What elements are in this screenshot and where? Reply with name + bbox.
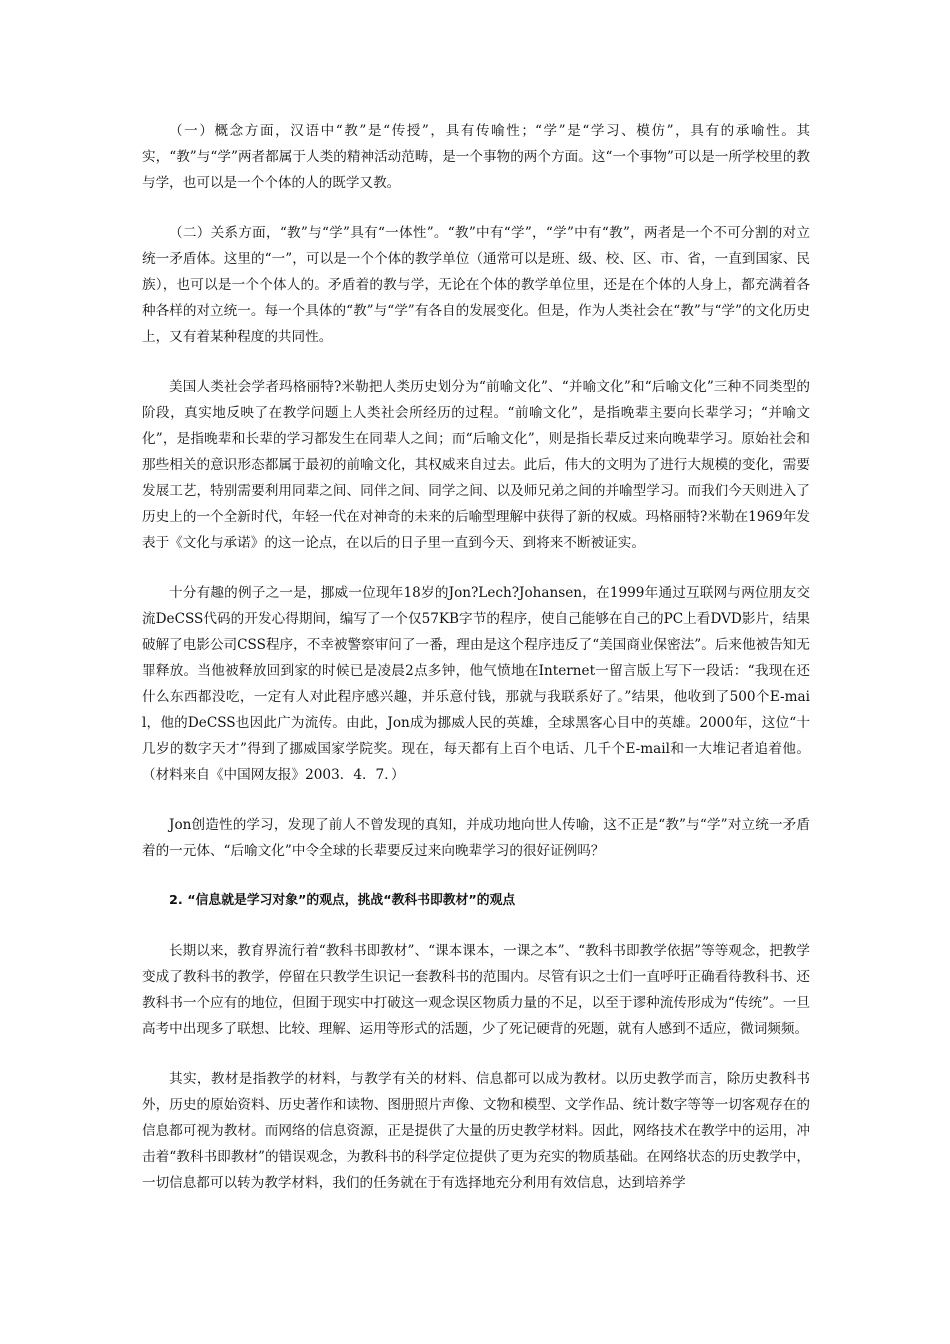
section-heading: 2. “信息就是学习对象”的观点，挑战“教科书即教材”的观点 (169, 893, 516, 908)
paragraph-mead-cultures: 美国人类社会学者玛格丽特?米勒把人类历史划分为“前喻文化”、“并喻文化”和“后喻文化”三种不同类型的阶段，真实地反映了在教学问题上人类社会所经历的过程。“前喻文化”，是指晚辈主要向长辈学习；“并喻文化”，是指晚辈和长辈的学习都发生在同辈人之间；而“后喻文化”，则是指长辈反过来向晚辈学习。原始社会和那些相关的意识形态都属于最初的前喻文化，其权威来自过去。此后，伟大的文明为了进行大规模的变化，需要发展工艺，特别需要利用同辈之间、同伴之间、同学之间、以及师兄弟之间的并喻型学习。而我们今天则进入了历史上的一个全新时代，年轻一代在对神奇的未来的后喻型理解中获得了新的权威。玛格丽特?米勒在1969年发表于《文化与承诺》的这一论点，在以后的日子里一直到今天、到将来不断被证实。 (142, 379, 810, 551)
paragraph-teaching-materials: 其实，教材是指教学的材料，与教学有关的材料、信息都可以成为教材。以历史教学而言，除历史教科书外，历史的原始资料、历史著作和读物、图册照片声像、文物和模型、文学作品、统计数字等等一切客观存在的信息都可视为教材。而网络的信息资源，正是提供了大量的历史教学材料。因此，网络技术在教学中的运用，冲击着“教科书即教材”的错误观念，为教科书的科学定位提供了更为充实的物质基础。在网络状态的历史教学中，一切信息都可以转为教学材料，我们的任务就在于有选择地充分利用有效信息，达到培养学 (142, 1071, 810, 1191)
paragraph-textbook-view: 长期以来，教育界流行着“教科书即教材”、“课本课本，一课之本”、“教科书即教学依据”等等观念，把教学变成了教科书的教学，停留在只教学生识记一套教科书的范围内。尽管有识之士们一直呼吁正确看待教科书、还教科书一个应有的地位，但囿于现实中打破这一观念误区物质力量的不足，以至于谬种流传形成为“传统”。一旦高考中出现多了联想、比较、理解、运用等形式的活题，少了死记硬背的死题，就有人感到不适应，微词频频。 (142, 943, 810, 1037)
paragraph-jon-conclusion: Jon创造性的学习，发现了前人不曾发现的真知，并成功地向世人传喻，这不正是“教”与“学”对立统一矛盾着的一元体、“后喻文化”中令全球的长辈要反过来向晚辈学习的很好证例吗？ (142, 817, 810, 859)
paragraph-jon-example: 十分有趣的例子之一是，挪威一位现年18岁的Jon?Lech?Johansen，在1999年通过互联网与两位朋友交流DeCSS代码的开发心得期间，编写了一个仅57KB字节的程序，使自己能够在自己的PC上看DVD影片，结果破解了电影公司CSS程序，不幸被警察审问了一番，理由是这个程序违反了“美国商业保密法”。后来他被告知无罪释放。当他被释放回到家的时候已是凌晨2点多钟，他气愤地在Internet一留言版上写下一段话：“我现在还什么东西都没吃，一定有人对此程序感兴趣，并乐意付钱，那就与我联系好了。”结果，他收到了500个E-mail，他的DeCSS也因此广为流传。由此，Jon成为挪威人民的英雄，全球黑客心目中的英雄。2000年，这位“十几岁的数字天才”得到了挪威国家学院奖。现在，每天都有上百个电话、几千个E-mail和一大堆记者追着他。（材料来自《中国网友报》2003．4．7．） (142, 585, 810, 783)
document-page (142, 118, 810, 1220)
paragraph-relation: （二）关系方面，“教”与“学”具有“一体性”。“教”中有“学”，“学”中有“教”，两者是一个不可分割的对立统一矛盾体。这里的“一”，可以是一个个体的教学单位（通常可以是班、级、校、区、市、省，一直到国家、民族），也可以是一个个体人的。矛盾着的教与学，无论在个体的教学单位里，还是在个体的人身上，都充满着各种各样的对立统一。每一个具体的“教”与“学”有各自的发展变化。但是，作为人类社会在“教”与“学”的文化历史上，又有着某种程度的共同性。 (142, 225, 810, 345)
paragraph-concept: （一）概念方面，汉语中“教”是“传授”，具有传喻性；“学”是“学习、模仿”，具有的承喻性。其实，“教”与“学”两者都属于人类的精神活动范畴，是一个事物的两个方面。这“一个事物”可以是一所学校里的教与学，也可以是一个个体的人的既学又教。 (142, 123, 810, 191)
